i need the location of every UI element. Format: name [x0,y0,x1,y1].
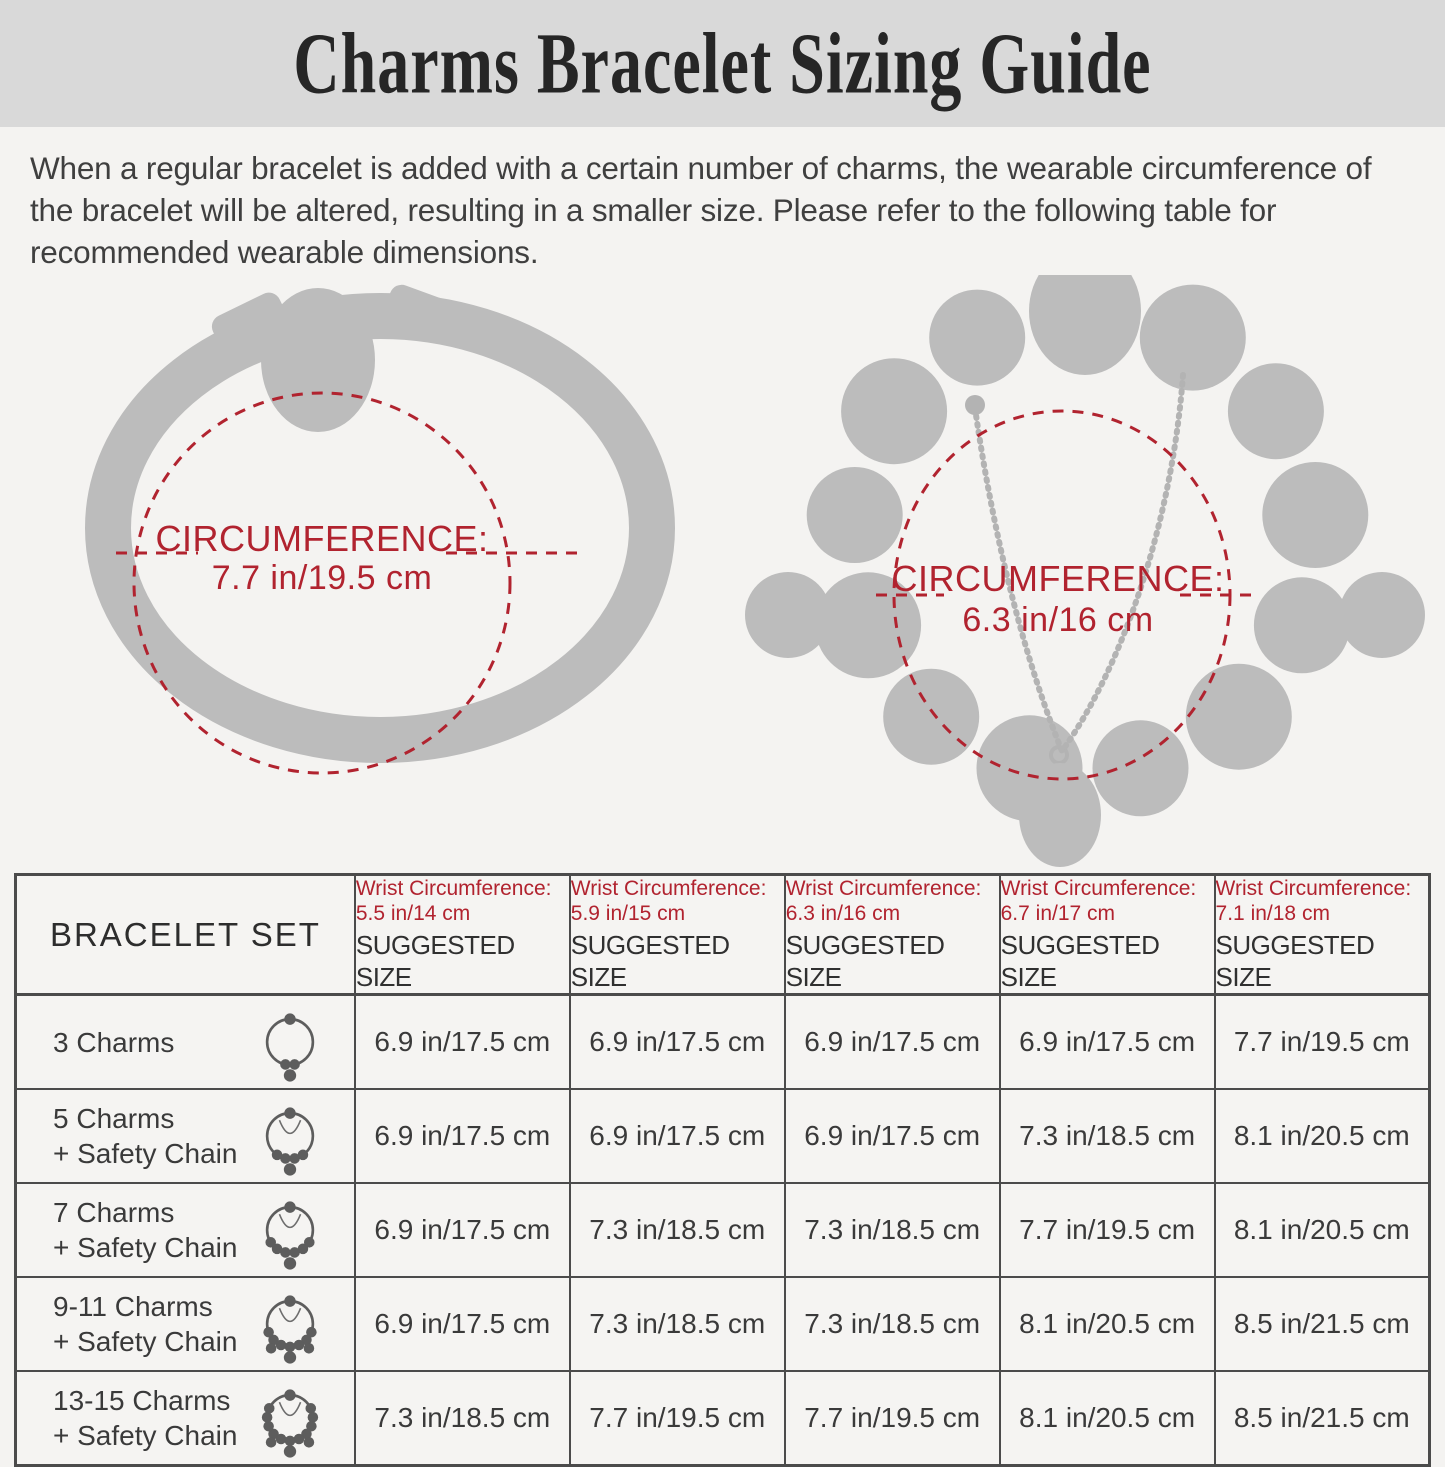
icon-dangle-dot [266,1437,277,1448]
table-row [16,1371,1430,1466]
charm-bead [929,290,1025,386]
size-cell: 8.1 in/20.5 cm [1215,1183,1430,1277]
suggested-size-label: SUGGESTED SIZE [785,930,945,992]
icon-charm-dot [294,1340,305,1351]
icon-dangle-dot [284,1163,296,1175]
icon-charm-dot [264,1403,275,1414]
plain-bracelet-figure [108,281,652,773]
icon-dangle-dot [303,1343,314,1354]
size-cell: 6.9 in/17.5 cm [355,1277,570,1371]
set-label-line1: 7 Charms [53,1197,175,1228]
icon-dangle-dot [284,1257,296,1269]
wrist-header-line1: Wrist Circumference: [1215,877,1412,900]
circumference-value-charms: 6.3 in/16 cm [962,601,1154,639]
size-cell: 8.1 in/20.5 cm [1000,1277,1215,1371]
suggested-size-label: SUGGESTED SIZE [355,930,515,992]
circumference-label-charms: CIRCUMFERENCE: [891,558,1225,599]
size-cell: 6.9 in/17.5 cm [785,1089,1000,1183]
icon-safety-chain [279,1120,300,1133]
table-row [16,995,1430,1090]
table-row [16,1277,1430,1371]
icon-charm-dot [265,1237,276,1248]
wrist-header-line2: 6.7 in/17 cm [1000,902,1116,925]
icon-charm-dot [262,1412,273,1423]
intro-paragraph: When a regular bracelet is added with a certain number of charms, the wearable circumference of the bracelet will be altered, resulting in a smaller size. Please refer to the following table for recommended wearable dimensions. [30,150,1372,270]
wrist-header-line2: 5.9 in/15 cm [570,902,686,925]
table-row [16,1183,1430,1277]
set-label [53,1025,174,1060]
charm-bead [841,358,947,464]
set-label-line1: 9-11 Charms [53,1291,213,1322]
dangle-charm-left [745,572,831,658]
icon-charm-dot [289,1059,300,1070]
size-cell: 7.3 in/18.5 cm [355,1371,570,1466]
icon-clasp-dot [284,1389,295,1400]
set-label-line1: 3 Charms [53,1026,175,1058]
dangle-charm-right [1339,572,1425,658]
size-cell: 8.1 in/20.5 cm [1000,1371,1215,1466]
icon-safety-chain [279,1308,300,1321]
size-cell: 7.3 in/18.5 cm [785,1183,1000,1277]
set-label-line2: + Safety Chain [53,1420,238,1451]
icon-charm-dot [289,1153,300,1164]
icon-safety-chain [279,1214,300,1227]
size-cell: 6.9 in/17.5 cm [570,1089,785,1183]
size-cell: 7.3 in/18.5 cm [570,1183,785,1277]
wrist-header-line1: Wrist Circumference: [1000,877,1197,900]
charm-bead [1093,720,1189,816]
icon-charm-dot [280,1059,291,1070]
wrist-circumference-header [355,875,570,995]
dangle-charm-bottom [1019,763,1101,867]
icon-clasp-dot [284,1107,295,1118]
size-cell: 6.9 in/17.5 cm [1000,995,1215,1090]
icon-dangle-dot [284,1351,296,1363]
bracelet-diagrams-canvas [0,275,1445,871]
wrist-header-line2: 6.3 in/16 cm [785,902,901,925]
table-row [16,1089,1430,1183]
bracelet-5-charms-safety-chain-icon [250,1092,330,1180]
icon-dangle-dot [266,1343,277,1354]
bracelet-set-header: BRACELET SET [16,875,355,995]
set-label [53,1101,237,1171]
bracelet-clasp [261,288,375,432]
icon-charm-dot [272,1150,283,1161]
wrist-header-line1: Wrist Circumference: [355,877,552,900]
charm-bead [1186,664,1292,770]
wrist-circumference-header [570,875,785,995]
bracelet-3-charms-icon [250,998,330,1086]
charm-bead [883,669,979,765]
icon-dangle-dot [284,1069,296,1081]
wrist-header-line1: Wrist Circumference: [570,877,767,900]
icon-charm-dot [294,1434,305,1445]
wrist-header-line1: Wrist Circumference: [785,877,982,900]
set-label [53,1289,237,1359]
wrist-circumference-header [785,875,1000,995]
bracelet-set-cell [16,995,355,1090]
wrist-header-line2: 5.5 in/14 cm [355,902,471,925]
set-label-line1: 5 Charms [53,1103,175,1134]
bracelet-13-15-charms-safety-chain-icon [250,1374,330,1462]
wrist-header-line2: 7.1 in/18 cm [1215,902,1330,925]
bracelet-9-11-charms-safety-chain-icon [250,1280,330,1368]
suggested-size-label: SUGGESTED SIZE [1000,930,1160,992]
size-cell: 7.7 in/19.5 cm [785,1371,1000,1466]
suggested-size-label: SUGGESTED SIZE [570,930,730,992]
size-cell: 6.9 in/17.5 cm [355,1183,570,1277]
circumference-value-plain: 7.7 in/19.5 cm [211,559,433,597]
size-cell: 6.9 in/17.5 cm [785,995,1000,1090]
set-label-line2: + Safety Chain [53,1232,238,1263]
charm-bead [807,467,903,563]
bracelet-set-cell [16,1089,355,1183]
icon-clasp-dot [284,1295,295,1306]
size-cell: 8.5 in/21.5 cm [1215,1277,1430,1371]
size-cell: 8.5 in/21.5 cm [1215,1371,1430,1466]
icon-clasp-dot [284,1013,295,1024]
bracelet-set-cell [16,1183,355,1277]
icon-dangle-dot [303,1437,314,1448]
icon-charm-dot [289,1247,300,1258]
wrist-circumference-header [1215,875,1430,995]
icon-charm-dot [305,1403,316,1414]
charm-bead [1254,577,1350,673]
size-cell: 7.3 in/18.5 cm [1000,1089,1215,1183]
size-cell: 7.3 in/18.5 cm [785,1277,1000,1371]
icon-safety-chain [279,1402,300,1415]
size-cell: 7.7 in/19.5 cm [570,1371,785,1466]
size-cell: 6.9 in/17.5 cm [355,995,570,1090]
wrist-circumference-header [1000,875,1215,995]
icon-ring [267,1019,313,1065]
charm-bead [1228,363,1324,459]
bracelet-set-cell [16,1277,355,1371]
icon-charm-dot [263,1421,274,1432]
bracelet-7-charms-safety-chain-icon [250,1186,330,1274]
sizing-table [14,873,1431,1467]
icon-charm-dot [263,1327,274,1338]
table-header-row [16,875,1430,995]
suggested-size-label: SUGGESTED SIZE [1215,930,1375,992]
set-label [53,1195,237,1265]
size-cell: 7.7 in/19.5 cm [1215,995,1430,1090]
set-label-line2: + Safety Chain [53,1326,238,1357]
title-banner [0,0,1445,127]
size-cell: 8.1 in/20.5 cm [1215,1089,1430,1183]
set-label-line1: 13-15 Charms [53,1385,231,1416]
bracelet-diagrams [0,275,1445,871]
icon-charm-dot [307,1412,318,1423]
page-title: Charms Bracelet Sizing Guide [293,14,1152,111]
set-label [53,1383,237,1453]
set-label-line2: + Safety Chain [53,1138,238,1169]
icon-charm-dot [285,1342,296,1353]
bracelet-set-cell [16,1371,355,1466]
size-cell: 6.9 in/17.5 cm [355,1089,570,1183]
icon-dangle-dot [284,1445,296,1457]
size-cell: 7.7 in/19.5 cm [1000,1183,1215,1277]
size-cell: 7.3 in/18.5 cm [570,1277,785,1371]
size-cell: 6.9 in/17.5 cm [570,995,785,1090]
circumference-label-plain: CIRCUMFERENCE: [155,518,489,559]
icon-clasp-dot [284,1201,295,1212]
charm-bracelet-figure [745,275,1425,867]
bracelet-clasp [1029,275,1141,375]
charm-bead [1140,285,1246,391]
charm-bead [1262,462,1368,568]
